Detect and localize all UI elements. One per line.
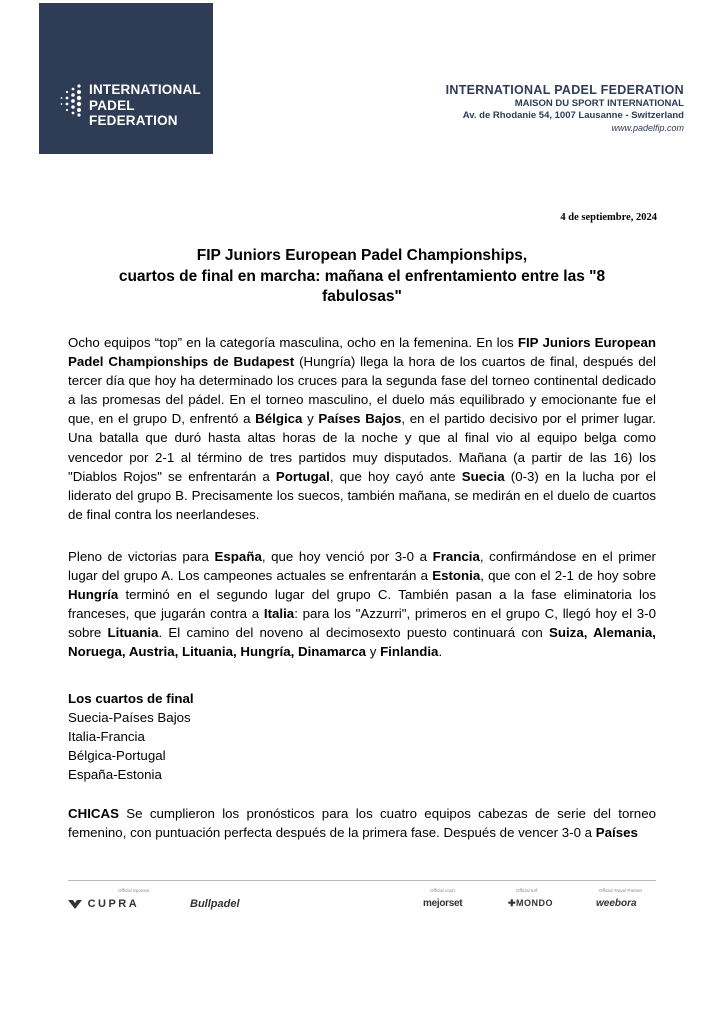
bold-text: Estonia <box>432 568 481 584</box>
quarterfinals-list <box>68 689 194 784</box>
padel-ball-dots-icon <box>57 82 85 118</box>
bold-text: Italia <box>263 606 295 622</box>
fip-logo <box>39 3 213 154</box>
org-website: www.padelfip.com <box>611 123 684 133</box>
sponsor-name: CUPRA <box>87 898 140 910</box>
org-building: MAISON DU SPORT INTERNATIONAL <box>514 98 684 109</box>
text-run: y <box>302 411 319 427</box>
text-run: y <box>366 644 381 660</box>
title-line: cuartos de final en marcha: mañana el enfrentamiento entre las "8 <box>118 267 606 285</box>
bold-text: Países Bajos <box>318 411 402 427</box>
mejorset-logo: mejorset <box>423 898 463 909</box>
label-official-turf: Official turf <box>516 888 538 893</box>
bullpadel-logo: Bullpadel <box>190 898 240 910</box>
logo-line: FEDERATION <box>89 113 178 128</box>
text-run: Pleno de victorias para <box>68 549 215 564</box>
weebora-logo: weebora <box>596 898 637 909</box>
text-run: (0-3) en la lucha por el liderato del grupo B. Precisamente los suecos, también mañana, se medirán en el duelo de cuartos de final contra los neerlandeses. <box>68 468 656 522</box>
text-run: terminó en el segundo lugar del grupo C. También pasan a la fase eliminatoria los franceses, que jugarán contra a <box>68 587 656 622</box>
footer-divider <box>68 880 656 881</box>
bold-text: España <box>214 549 262 564</box>
text-run: Ocho equipos “top” en la categoría masculina, ocho en la femenina. En los <box>68 335 518 350</box>
quarterfinal-match: España-Estonia <box>68 767 162 783</box>
title-line: fabulosas" <box>322 288 402 305</box>
text-run: . El camino del noveno al decimosexto puesto continuará con <box>158 625 549 641</box>
bold-text: CHICAS <box>68 806 119 821</box>
title-line: FIP Juniors European Padel Championships, <box>196 247 528 264</box>
logo-line: INTERNATIONAL <box>89 82 201 97</box>
bold-text: Bélgica <box>255 411 303 427</box>
quarterfinal-match: Bélgica-Portugal <box>68 748 166 764</box>
paragraph-men-tournament <box>68 333 656 524</box>
text-run: , confirmándose en el primer lugar del grupo A. Los campeones actuales se enfrentarán a <box>68 549 656 584</box>
label-official-sponsor: Official Sponsor <box>118 888 150 893</box>
paragraph-women-tournament <box>68 804 656 842</box>
org-address: Av. de Rhodanie 54, 1007 Lausanne - Switzerland <box>462 110 684 121</box>
text-run: . <box>438 644 443 660</box>
logo-wordmark <box>89 82 201 129</box>
bold-text: Suecia <box>461 468 505 484</box>
quarterfinal-match: Italia-Francia <box>68 729 145 745</box>
cupra-logo <box>68 898 139 910</box>
quarterfinal-match: Suecia-Países Bajos <box>68 710 191 726</box>
text-run: Se cumplieron los pronósticos para los cuatro equipos cabezas de serie del torneo femenino, con puntuación perfecta después de la primera fase. Después de vencer 3-0 a <box>68 806 656 841</box>
organization-address <box>446 82 684 134</box>
quarterfinals-heading: Los cuartos de final <box>68 691 194 706</box>
press-release-title <box>68 246 656 308</box>
bold-text: Países <box>595 825 638 841</box>
text-run: : para los "Azzurri", primeros en el grupo C, llegó hoy el 3-0 sobre <box>68 606 656 641</box>
text-run: , que hoy cayó ante <box>329 468 462 484</box>
text-run: , en el partido decisivo por el primer lugar. Una batalla que duró hasta altas horas de la noche y que al final vio al equipo belga como vencedor por 2-1 al término de tres partidos muy disputados. Mañana (a partir de las 16) los "Diablos Rojos" se enfrentarán a <box>68 411 656 484</box>
bold-text: Portugal <box>275 468 330 484</box>
bold-text: FIP Juniors European Padel Championships de Budapest <box>68 335 657 370</box>
sponsor-name: MONDO <box>516 898 554 908</box>
text-run: , que con el 2-1 de hoy sobre <box>480 568 656 584</box>
mondo-logo <box>508 898 553 909</box>
label-travel-partner: Official Travel Partner <box>599 888 643 893</box>
bold-text: Hungría <box>68 587 119 603</box>
org-name: INTERNATIONAL PADEL FEDERATION <box>445 83 684 97</box>
cupra-emblem-icon <box>68 899 82 909</box>
paragraph-group-results <box>68 547 656 662</box>
text-run: , que hoy venció por 3-0 a <box>261 549 433 564</box>
label-official-court: Official court <box>430 888 455 893</box>
bold-text: Finlandia <box>380 644 439 660</box>
bold-text: Lituania <box>107 625 159 641</box>
text-run: (Hungría) llega la hora de los cuartos de final, después del tercer día que hoy ha determinado los cruces para la segunda fase del torneo continental dedicado a las promesas del pádel. En el torneo masculino, el duelo más equilibrado y emocionante fue el que, en el grupo D, enfrentó a <box>68 354 656 427</box>
mondo-mark-icon: ✚ <box>508 898 517 908</box>
logo-line: PADEL <box>89 97 135 113</box>
bold-text: Suiza, Alemania, Noruega, Austria, Lituania, Hungría, Dinamarca <box>68 625 656 660</box>
press-release-date: 4 de septiembre, 2024 <box>560 212 657 223</box>
bold-text: Francia <box>432 549 480 564</box>
